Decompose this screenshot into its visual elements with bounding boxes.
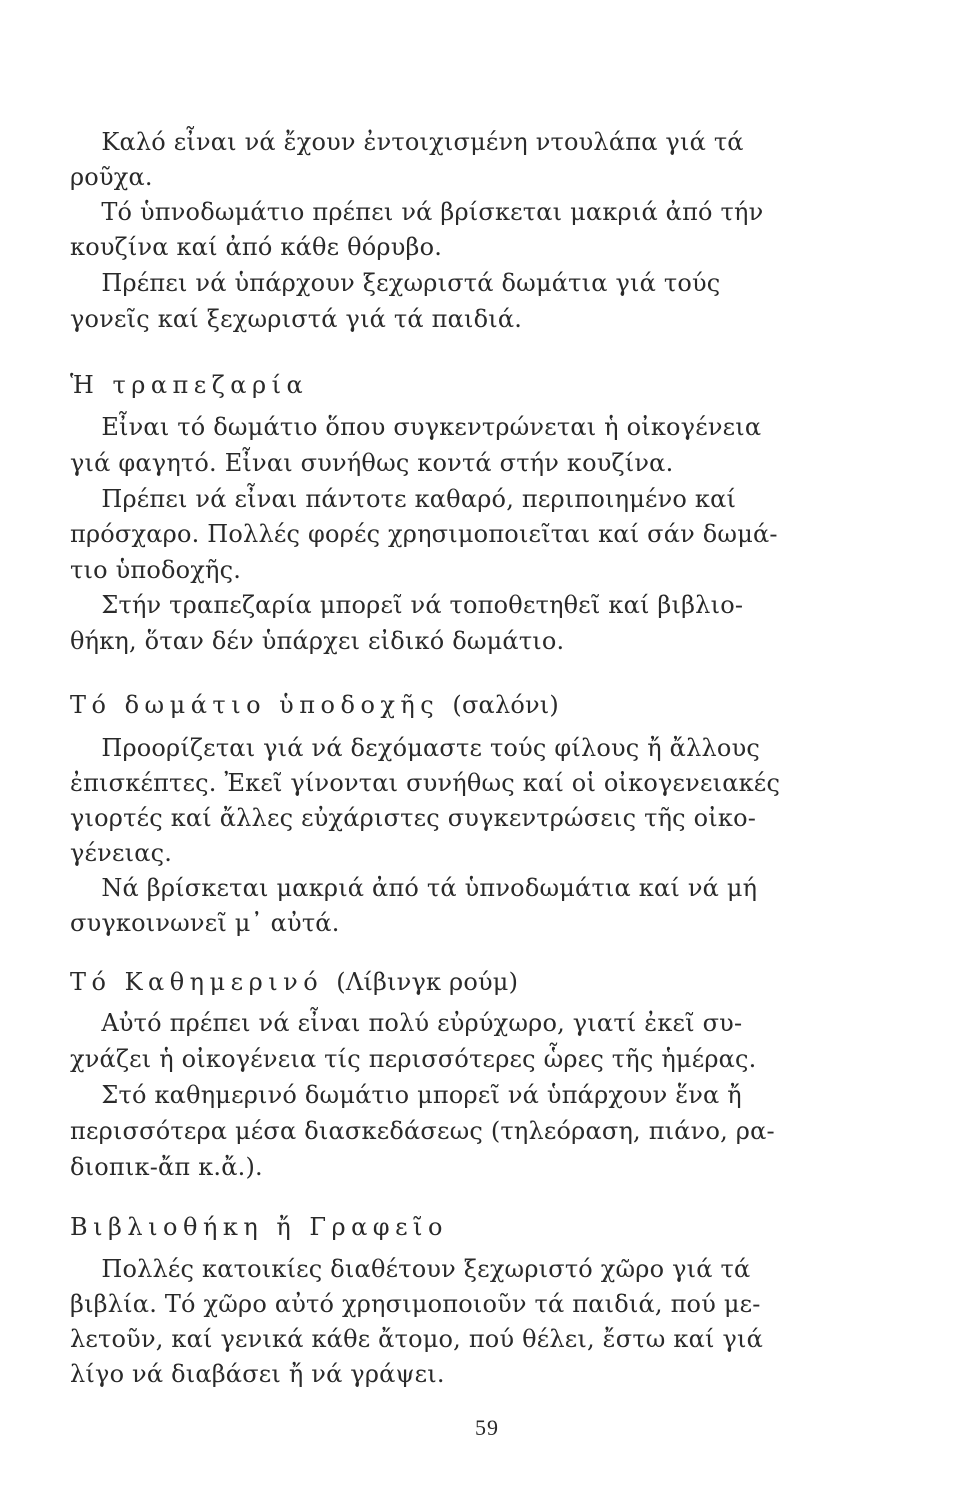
text-line: γονεῖς καί ξεχωριστά γιά τά παιδιά.: [70, 305, 523, 333]
text-line: ροῦχα.: [70, 163, 153, 191]
text-line: συγκοινωνεῖ μ᾽ αὐτά.: [70, 909, 340, 937]
section-heading-text: Τό Καθημερινό: [70, 968, 324, 996]
text-line: γένειας.: [70, 839, 173, 867]
section-heading: [70, 370, 308, 400]
text-line: περισσότερα μέσα διασκεδάσεως (τηλεόραση, πιάνο, ρα-: [70, 1117, 775, 1145]
text-line: Στήν τραπεζαρία μπορεῖ νά τοποθετηθεῖ καί βιβλιο-: [70, 591, 744, 619]
text-line: Πρέπει νά ὑπάρχουν ξεχωριστά δωμάτια γιά τούς: [70, 269, 721, 297]
section-heading: [70, 690, 559, 720]
section-heading-text: Ἡ τραπεζαρία: [70, 371, 309, 399]
text-line: Στό καθημερινό δωμάτιο μπορεῖ νά ὑπάρχουν ἕνα ἤ: [70, 1081, 742, 1109]
text-line: ἐπισκέπτες. Ἐκεῖ γίνονται συνήθως καί οἱ οἰκογενειακές: [70, 769, 781, 797]
text-line: Προορίζεται γιά νά δεχόμαστε τούς φίλους ἤ ἄλλους: [70, 734, 760, 762]
text-line: Τό ὑπνοδωμάτιο πρέπει νά βρίσκεται μακριά ἀπό τήν: [70, 198, 764, 226]
text-line: Πρέπει νά εἶναι πάντοτε καθαρό, περιποιημένο καί: [70, 485, 737, 513]
text-line: πρόσχαρο. Πολλές φορές χρησιμοποιεῖται καί σάν δωμά-: [70, 520, 778, 548]
text-line: Πολλές κατοικίες διαθέτουν ξεχωριστό χῶρο γιά τά: [70, 1255, 751, 1283]
text-line: Εἶναι τό δωμάτιο ὅπου συγκεντρώνεται ἡ οἰκογένεια: [70, 413, 762, 441]
page-number: 59: [475, 1415, 499, 1440]
text-line: Αὐτό πρέπει νά εἶναι πολύ εὐρύχωρο, γιατί ἐκεῖ συ-: [70, 1009, 743, 1037]
text-line: βιβλία. Τό χῶρο αὐτό χρησιμοποιοῦν τά παιδιά, πού με-: [70, 1290, 761, 1318]
text-line: γιορτές καί ἄλλες εὐχάριστες συγκεντρώσεις τῆς οἰκο-: [70, 804, 757, 832]
section-heading-text: Βιβλιοθήκη ἤ Γραφεῖο: [70, 1213, 448, 1241]
text-line: Νά βρίσκεται μακριά ἀπό τά ὑπνοδωμάτια καί νά μή: [70, 874, 758, 902]
section-heading-subtitle: (Λίβινγκ ρούμ): [336, 968, 519, 996]
text-line: θήκη, ὅταν δέν ὑπάρχει εἰδικό δωμάτιο.: [70, 627, 565, 655]
text-line: λετοῦν, καί γενικά κάθε ἄτομο, πού θέλει, ἔστω καί γιά: [70, 1325, 764, 1353]
section-heading: [70, 967, 518, 997]
text-line: Καλό εἶναι νά ἔχουν ἐντοιχισμένη ντουλάπα γιά τά: [70, 128, 744, 156]
text-line: γιά φαγητό. Εἶναι συνήθως κοντά στήν κουζίνα.: [70, 449, 674, 477]
text-line: διοπικ-ἄπ κ.ἄ.).: [70, 1153, 263, 1181]
section-heading-text: Τό δωμάτιο ὑποδοχῆς: [70, 691, 440, 719]
text-line: τιο ὑποδοχῆς.: [70, 556, 242, 584]
text-line: χνάζει ἡ οἰκογένεια τίς περισσότερες ὧρες τῆς ἡμέρας.: [70, 1045, 757, 1073]
text-line: λίγο νά διαβάσει ἤ νά γράψει.: [70, 1360, 445, 1388]
section-heading: [70, 1212, 448, 1242]
text-line: κουζίνα καί ἀπό κάθε θόρυβο.: [70, 233, 443, 261]
section-heading-subtitle: (σαλόνι): [452, 691, 559, 719]
